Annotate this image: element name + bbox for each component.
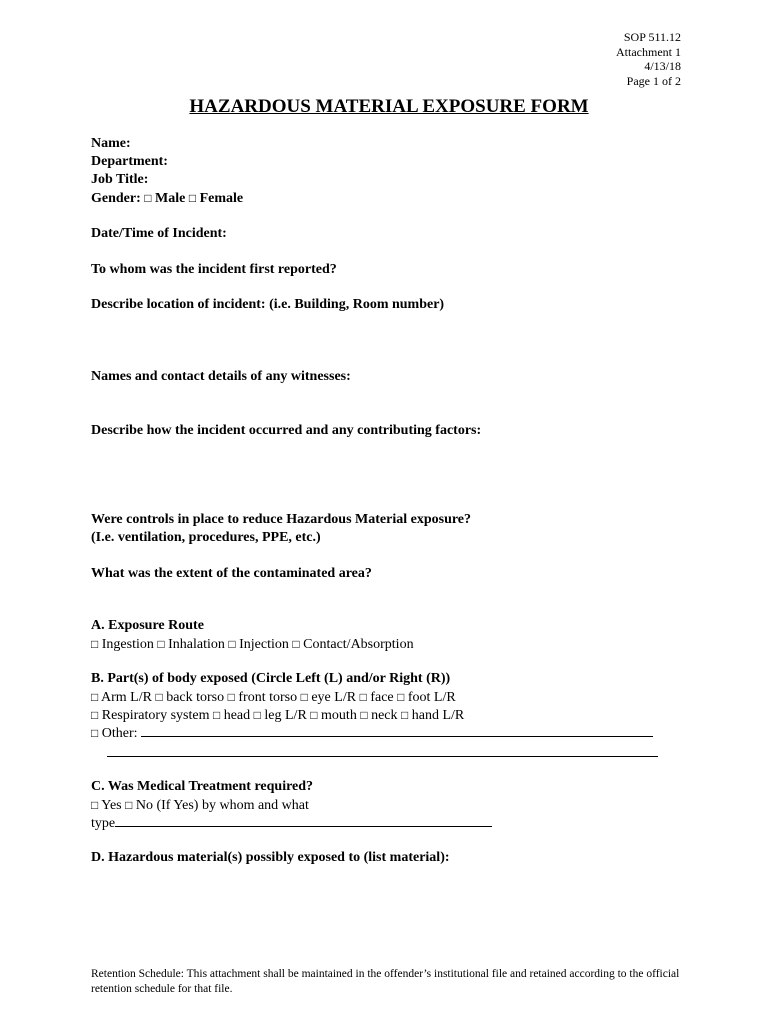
ingestion-label: Ingestion bbox=[101, 637, 154, 652]
hand-label: hand L/R bbox=[411, 708, 465, 723]
name-field[interactable]: Name: bbox=[91, 136, 131, 151]
department-field[interactable]: Department: bbox=[91, 154, 168, 169]
other-label: Other: bbox=[101, 726, 138, 741]
first-reported-field[interactable]: To whom was the incident first reported? bbox=[91, 262, 337, 277]
contact-absorption-label: Contact/Absorption bbox=[303, 637, 414, 652]
male-checkbox[interactable]: □ bbox=[144, 191, 152, 205]
female-checkbox[interactable]: □ bbox=[188, 191, 197, 205]
foot-label: foot L/R bbox=[407, 690, 456, 705]
type-label: type bbox=[91, 816, 116, 831]
respiratory-label: Respiratory system bbox=[101, 708, 210, 723]
head-checkbox[interactable]: □ bbox=[212, 708, 221, 722]
location-field[interactable]: Describe location of incident: (i.e. Building, Room number) bbox=[91, 297, 445, 312]
respiratory-checkbox[interactable]: □ bbox=[91, 708, 99, 722]
body-parts-row-2 bbox=[91, 706, 464, 725]
eye-checkbox[interactable]: □ bbox=[300, 690, 308, 704]
gender-field: Gender: □ Male □ Female bbox=[91, 191, 244, 206]
foot-checkbox[interactable]: □ bbox=[397, 690, 405, 704]
witnesses-field[interactable]: Names and contact details of any witnesses: bbox=[91, 369, 351, 384]
front-torso-label: front torso bbox=[238, 690, 298, 705]
extent-field[interactable]: What was the extent of the contaminated area? bbox=[91, 566, 372, 581]
controls-question: Were controls in place to reduce Hazardous Material exposure? bbox=[91, 512, 472, 527]
yes-label: Yes bbox=[101, 798, 122, 813]
hand-checkbox[interactable]: □ bbox=[401, 708, 409, 722]
revision-date: 4/13/18 bbox=[644, 59, 681, 73]
treatment-type-field bbox=[91, 814, 492, 833]
arm-label: Arm L/R bbox=[100, 690, 152, 705]
type-underline[interactable] bbox=[115, 814, 492, 827]
leg-label: leg L/R bbox=[264, 708, 307, 723]
section-a-title: A. Exposure Route bbox=[91, 618, 204, 633]
contact-absorption-checkbox[interactable]: □ bbox=[292, 637, 300, 651]
yes-checkbox[interactable]: □ bbox=[91, 798, 99, 812]
inhalation-checkbox[interactable]: □ bbox=[157, 637, 165, 651]
job-title-field[interactable]: Job Title: bbox=[91, 172, 149, 187]
face-label: face bbox=[370, 690, 394, 705]
attachment-number: Attachment 1 bbox=[616, 44, 681, 59]
male-label: Male bbox=[155, 191, 186, 206]
face-checkbox[interactable]: □ bbox=[359, 690, 367, 704]
sop-number: SOP 511.12 bbox=[623, 30, 681, 44]
neck-checkbox[interactable]: □ bbox=[360, 708, 368, 722]
exposure-route-options bbox=[91, 635, 414, 654]
ingestion-checkbox[interactable]: □ bbox=[91, 637, 99, 651]
section-d-title: D. Hazardous material(s) possibly exposed to (list material): bbox=[91, 850, 450, 865]
retention-schedule-footer: Retention Schedule: This attachment shall be maintained in the offender’s institutional file and retained according to the official retention schedule for that file. bbox=[91, 968, 680, 995]
medical-treatment-options bbox=[91, 796, 309, 815]
section-b-title: B. Part(s) of body exposed (Circle Left (L) and/or Right (R)) bbox=[91, 671, 451, 686]
date-time-field[interactable]: Date/Time of Incident: bbox=[91, 226, 227, 241]
form-title: HAZARDOUS MATERIAL EXPOSURE FORM bbox=[189, 96, 589, 117]
neck-label: neck bbox=[371, 708, 398, 723]
arm-checkbox[interactable]: □ bbox=[91, 690, 99, 704]
mouth-checkbox[interactable]: □ bbox=[310, 708, 318, 722]
page-number: Page 1 of 2 bbox=[626, 73, 681, 88]
front-torso-checkbox[interactable]: □ bbox=[227, 690, 235, 704]
back-torso-checkbox[interactable]: □ bbox=[155, 690, 163, 704]
section-c-title: C. Was Medical Treatment required? bbox=[91, 779, 314, 794]
head-label: head bbox=[223, 708, 251, 723]
back-torso-label: back torso bbox=[166, 690, 225, 705]
other-checkbox[interactable]: □ bbox=[91, 726, 99, 740]
inhalation-label: Inhalation bbox=[168, 637, 225, 652]
leg-checkbox[interactable]: □ bbox=[253, 708, 261, 722]
no-label: No (If Yes) by whom and what bbox=[135, 798, 309, 813]
injection-label: Injection bbox=[239, 637, 289, 652]
other-underline[interactable] bbox=[141, 724, 653, 737]
page-header bbox=[616, 30, 681, 88]
body-parts-other bbox=[91, 724, 653, 743]
eye-label: eye L/R bbox=[311, 690, 357, 705]
other-underline-continued[interactable] bbox=[107, 756, 658, 757]
how-occurred-field[interactable]: Describe how the incident occurred and any contributing factors: bbox=[91, 423, 482, 438]
controls-examples: (I.e. ventilation, procedures, PPE, etc.) bbox=[91, 530, 321, 545]
female-label: Female bbox=[199, 191, 244, 206]
no-checkbox[interactable]: □ bbox=[125, 798, 133, 812]
mouth-label: mouth bbox=[321, 708, 357, 723]
injection-checkbox[interactable]: □ bbox=[228, 637, 236, 651]
body-parts-row-1 bbox=[91, 688, 456, 707]
